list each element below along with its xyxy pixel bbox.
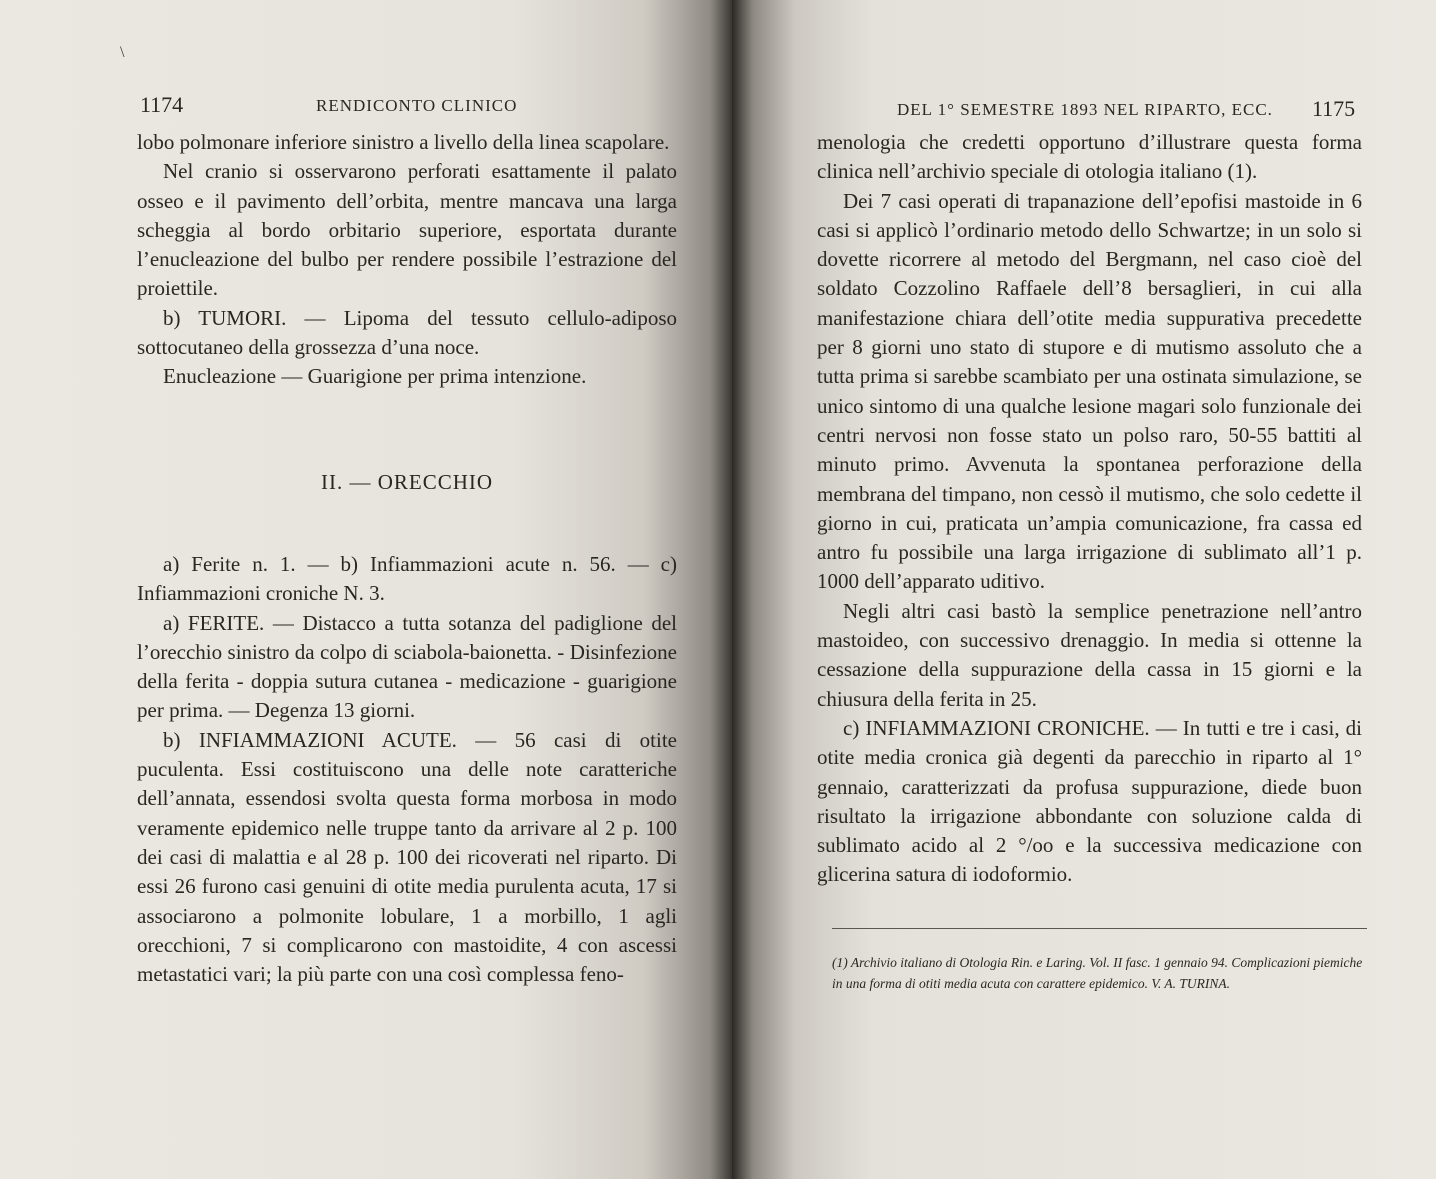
paragraph: c) INFIAMMAZIONI CRONICHE. — In tutti e tre i casi, di otite media cronica già degenti da parecchio in riparto al 1° gennaio, caratterizzati da profusa suppurazione, diede buon risultato la irrigazione abbondante con soluzione calda di sublimato acido al 2 °/oo e la successiva medicazione con glicerina satura di iodoformio. (817, 715, 1362, 887)
paragraph: Dei 7 casi operati di trapanazione dell’epofisi mastoide in 6 casi si applicò l’ordinario metodo dello Schwartze; in un solo si dovette ricorrere al metodo del Bergmann, nel caso cioè del soldato Cozzolino Raffaele dell’8 bersaglieri, in cui alla manifestazione chiara dell’otite media suppurativa precedette per 8 giorni uno stato di stupore e di mutismo assoluto che a tutta prima si sarebbe scambiato per una ostinata simulazione, se unico sintomo di una qualche lesione magari solo funzionale dei centri nervosi non fosse stato un polso raro, 50-55 battiti al minuto primo. Avvenuta la spontanea perforazione della membrana del timpano, non cessò il mutismo, che solo cedette il giorno in cui, praticata un’ampia comunicazione, fra cassa ed antro fu possibile una larga irrigazione di sublimato all’1 p. 1000 dell’apparato uditivo. (817, 188, 1362, 594)
paragraph: a) Ferite n. 1. — b) Infiammazioni acute n. 56. — c) Infiammazioni croniche N. 3. (137, 552, 677, 606)
running-head-right: DEL 1° SEMESTRE 1893 NEL RIPARTO, ECC. (897, 100, 1273, 119)
left-text-block-1 (137, 128, 677, 392)
corner-mark: \ (120, 44, 125, 61)
page-number-right: 1175 (1312, 96, 1356, 121)
running-head-left: RENDICONTO CLINICO (316, 96, 518, 115)
right-text-block (817, 128, 1362, 890)
section-heading: II. — ORECCHIO (320, 470, 494, 494)
footnote: (1) Archivio italiano di Otologia Rin. e Laring. Vol. II fasc. 1 gennaio 94. Complicazioni piemiche in una forma di otiti media acuta con carattere epidemico. V. A. TURINA. (832, 955, 1363, 991)
paragraph: Enucleazione — Guarigione per prima intenzione. (163, 364, 587, 389)
left-text-block-2 (137, 550, 677, 989)
page-number-left: 1174 (140, 92, 184, 117)
right-page (732, 0, 1436, 1179)
footnote-rule (832, 928, 1367, 929)
paragraph: b) INFIAMMAZIONI ACUTE. — 56 casi di otite puculenta. Essi costituiscono una delle note caratteriche dell’annata, essendosi svolta questa forma morbosa in modo veramente epidemico nelle truppe tanto da arrivare al 2 p. 100 dei casi di malattia e al 28 p. 100 dei ricoverati nel riparto. Di essi 26 furono casi genuini di otite media purulenta acuta, 17 si associarono a polmonite lobulare, 1 a morbillo, 1 agli orecchioni, 7 si complicarono con mastoidite, 4 con ascessi metastatici vari; la più parte con una così complessa feno- (137, 727, 677, 987)
paragraph: b) TUMORI. — Lipoma del tessuto cellulo-adiposo sottocutaneo della grossezza d’una noce. (137, 305, 677, 360)
paragraph: Negli altri casi bastò la semplice penetrazione nell’antro mastoideo, con successivo drenaggio. In media si ottenne la cessazione della suppurazione della cassa in 15 giorni e la chiusura della ferita in 25. (817, 598, 1362, 711)
paragraph: a) FERITE. — Distacco a tutta sotanza del padiglione del l’orecchio sinistro da colpo di sciabola-baionetta. - Disinfezione della ferita - doppia sutura cutanea - medicazione - guarigione per prima. — Degenza 13 giorni. (137, 610, 677, 723)
paragraph: Nel cranio si osservarono perforati esattamente il palato osseo e il pavimento dell’orbita, mentre mancava una larga scheggia al bordo orbitario superiore, esportata durante l’enucleazione del bulbo per rendere possibile l’estrazione del proiettile. (137, 159, 677, 301)
paragraph: menologia che credetti opportuno d’illustrare questa forma clinica nell’archivio speciale di otologia italiano (1). (817, 130, 1362, 184)
paragraph: lobo polmonare inferiore sinistro a livello della linea scapolare. (137, 130, 670, 154)
